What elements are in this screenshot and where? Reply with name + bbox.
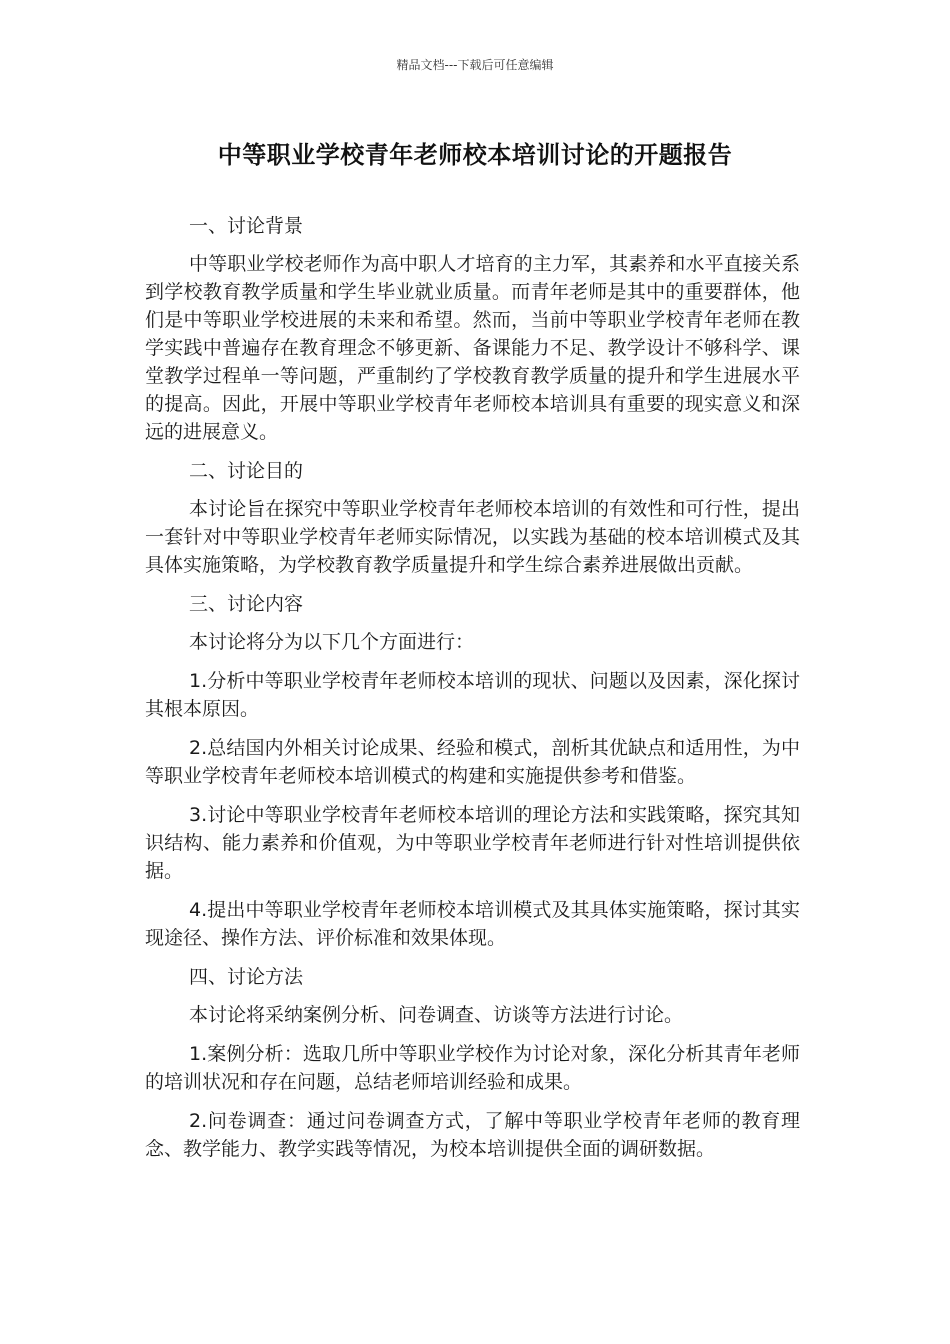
list-item-method-1: 1.案例分析：选取几所中等职业学校作为讨论对象，深化分析其青年老师的培训状况和存在问题，总结老师培训经验和成果。 <box>145 1043 800 1093</box>
page-header-note: 精品文档---下载后可任意编辑 <box>396 58 554 72</box>
document-body <box>145 212 800 1174</box>
list-item-method-2: 2.问卷调查：通过问卷调查方式，了解中等职业学校青年老师的教育理念、教学能力、教学实践等情况，为校本培训提供全面的调研数据。 <box>145 1110 800 1160</box>
paragraph-purpose: 本讨论旨在探究中等职业学校青年老师校本培训的有效性和可行性，提出一套针对中等职业学校青年老师实际情况，以实践为基础的校本培训模式及其具体实施策略，为学校教育教学质量提升和学生综合素养进展做出贡献。 <box>145 498 800 576</box>
list-item-content-3: 3.讨论中等职业学校青年老师校本培训的理论方法和实践策略，探究其知识结构、能力素养和价值观，为中等职业学校青年老师进行针对性培训提供依据。 <box>145 804 800 882</box>
section-heading-method: 四、讨论方法 <box>189 966 304 988</box>
list-item-content-4: 4.提出中等职业学校青年老师校本培训模式及其具体实施策略，探讨其实现途径、操作方法、评价标准和效果体现。 <box>145 899 800 949</box>
list-item-content-1: 1.分析中等职业学校青年老师校本培训的现状、问题以及因素，深化探讨其根本原因。 <box>145 670 800 720</box>
section-heading-background: 一、讨论背景 <box>189 215 304 237</box>
section-heading-purpose: 二、讨论目的 <box>189 460 304 482</box>
section-heading-content: 三、讨论内容 <box>189 593 304 615</box>
paragraph-background: 中等职业学校老师作为高中职人才培育的主力军，其素养和水平直接关系到学校教育教学质量和学生毕业就业质量。而青年老师是其中的重要群体，他们是中等职业学校进展的未来和希望。然而，当前中等职业学校青年老师在教学实践中普遍存在教育理念不够更新、备课能力不足、教学设计不够科学、课堂教学过程单一等问题，严重制约了学校教育教学质量的提升和学生进展水平的提高。因此，开展中等职业学校青年老师校本培训具有重要的现实意义和深远的进展意义。 <box>145 253 800 443</box>
paragraph-method-intro: 本讨论将采纳案例分析、问卷调查、访谈等方法进行讨论。 <box>189 1004 684 1026</box>
document-title: 中等职业学校青年老师校本培训讨论的开题报告 <box>217 141 733 169</box>
paragraph-content-intro: 本讨论将分为以下几个方面进行： <box>189 631 475 653</box>
list-item-content-2: 2.总结国内外相关讨论成果、经验和模式，剖析其优缺点和适用性，为中等职业学校青年老师校本培训模式的构建和实施提供参考和借鉴。 <box>145 737 800 787</box>
